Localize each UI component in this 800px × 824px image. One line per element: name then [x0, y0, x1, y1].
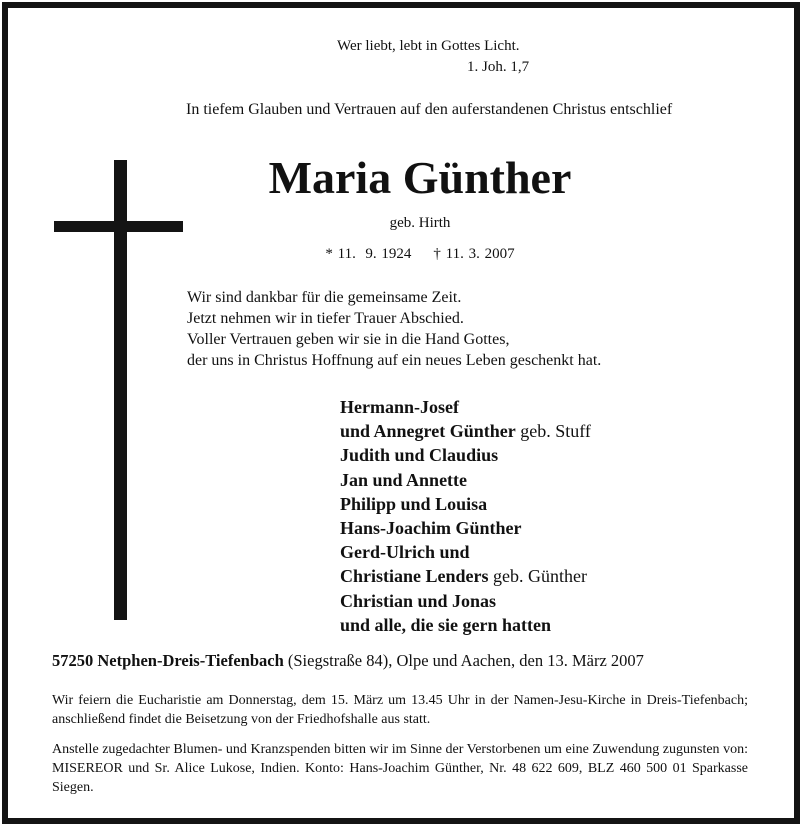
mourner-entry — [340, 395, 591, 419]
poem-line: Voller Vertrauen geben wir sie in die Hand Gottes, — [187, 331, 510, 348]
place-details: (Siegstraße 84), Olpe und Aachen, den 13. März 2007 — [283, 651, 644, 670]
mourner-name: Judith und Claudius — [340, 445, 499, 466]
poem-line: Wir sind dankbar für die gemeinsame Zeit. — [187, 289, 462, 306]
death-date: † 11. 3. 2007 — [433, 246, 515, 262]
mourner-entry — [340, 564, 591, 588]
mourner-entry — [340, 540, 591, 564]
mourner-name: Gerd-Ulrich und — [340, 542, 470, 563]
place-address: 57250 Netphen-Dreis-Tiefenbach — [52, 651, 284, 670]
mourner-name: und Annegret Günther — [340, 421, 516, 442]
mourner-entry — [340, 589, 591, 613]
mourner-name: Hermann-Josef — [340, 397, 459, 417]
place-and-date — [52, 650, 644, 672]
birth-name: geb. Hirth — [389, 215, 451, 231]
birth-date: * 11. 9. 1924 — [325, 246, 412, 262]
motto-reference: 1. Joh. 1,7 — [467, 59, 530, 75]
motto-text: Wer liebt, lebt in Gottes Licht. — [337, 38, 520, 54]
mourner-entry — [340, 613, 591, 637]
mourner-name: und alle, die sie gern hatten — [340, 614, 552, 635]
mourner-entry — [340, 516, 591, 540]
mourners-list — [340, 395, 591, 637]
mourner-name: Philipp und Louisa — [340, 493, 488, 514]
mourner-entry — [340, 443, 591, 467]
life-dates — [0, 243, 800, 265]
poem — [187, 287, 601, 371]
mourner-note: geb. Günther — [488, 566, 587, 587]
mourner-name: Christiane Lenders — [340, 566, 489, 587]
poem-line: der uns in Christus Hoffnung auf ein neues Leben geschenkt hat. — [187, 352, 602, 369]
mourner-entry — [340, 468, 591, 492]
mourner-entry — [340, 492, 591, 516]
mourner-name: Christian und Jonas — [340, 590, 497, 611]
donation-notice: Anstelle zugedachter Blumen- und Kranzspenden bitten wir im Sinne der Verstorbenen um eine Zuwendung zugunsten von: MISEREOR und Sr. Alice Lukose, Indien. Konto: Hans-Joachim Günther, Nr. 48 622 609, BLZ 460 500 01 Sparkasse Siegen. — [52, 742, 748, 795]
mourner-name: Jan und Annette — [340, 469, 468, 490]
intro-text: In tiefem Glauben und Vertrauen auf den auferstandenen Christus entschlief — [186, 101, 673, 118]
service-notice: Wir feiern die Eucharistie am Donnerstag, dem 15. März um 13.45 Uhr in der Namen-Jesu-Kirche in Dreis-Tiefenbach; anschließend findet die Beisetzung von der Friedhofshalle aus statt. — [52, 693, 748, 727]
poem-line: Jetzt nehmen wir in tiefer Trauer Abschied. — [187, 310, 464, 327]
mourner-entry — [340, 419, 591, 443]
mourner-name: Hans-Joachim Günther — [340, 518, 522, 539]
deceased-name: Maria Günther — [268, 152, 572, 203]
mourner-note: geb. Stuff — [515, 421, 591, 442]
